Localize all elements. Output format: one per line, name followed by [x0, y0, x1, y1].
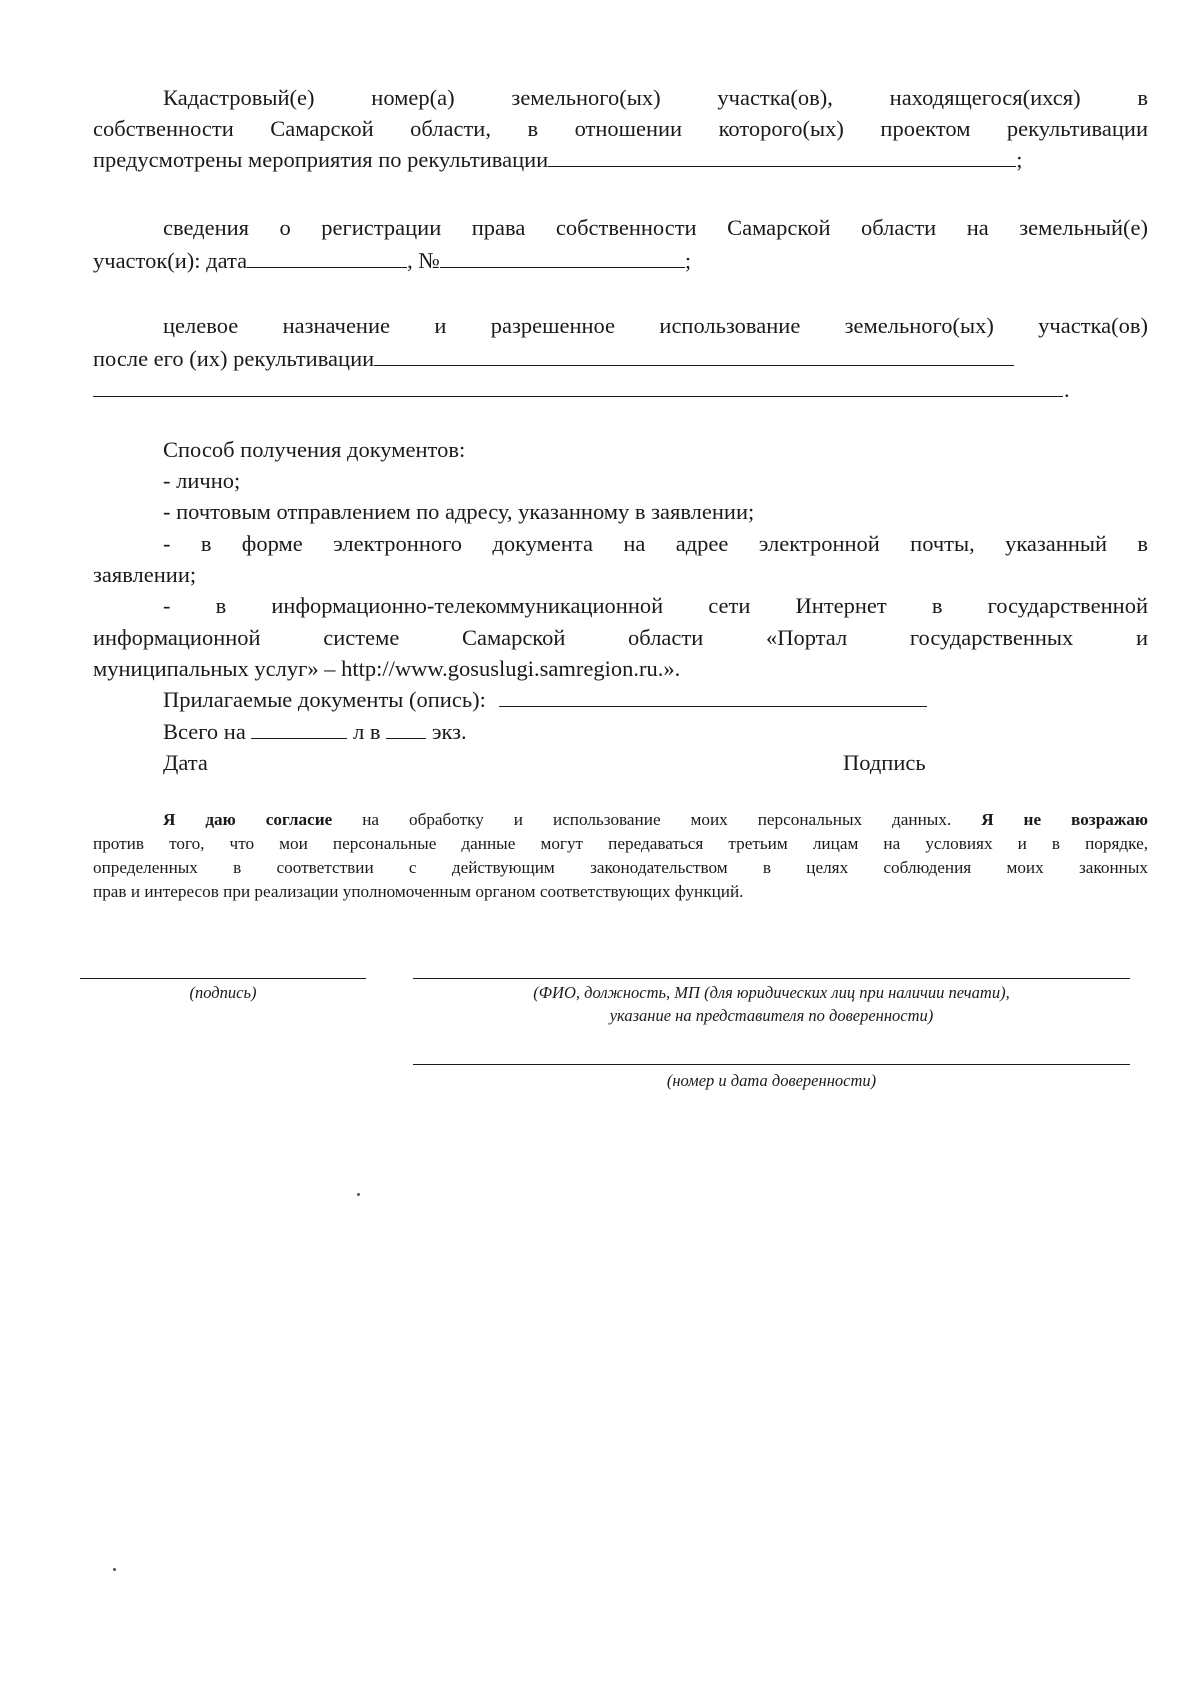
cadastral-number-field[interactable]	[548, 146, 1016, 167]
total-row	[163, 716, 1063, 747]
power-of-attorney-line[interactable]	[413, 1064, 1130, 1065]
power-of-attorney-caption: (номер и дата доверенности)	[666, 1071, 877, 1090]
purpose-line-2-text: после его (их) рекультивации	[93, 346, 375, 371]
consent-paragraph	[93, 808, 1148, 904]
total-copies-field[interactable]	[386, 718, 426, 739]
fio-line[interactable]	[413, 978, 1130, 979]
delivery-item-portal-url: муниципальных услуг» – http://www.gosuslugi.samregion.ru.».	[93, 656, 681, 681]
attachments-label: Прилагаемые документы (опись):	[163, 687, 486, 712]
registration-line-2	[93, 245, 1148, 276]
fio-caption-2: указание на представителя по доверенности)	[609, 1006, 934, 1025]
consent-bold-2: Я не возражаю	[981, 810, 1149, 829]
delivery-item-personal: - лично;	[163, 468, 241, 493]
delivery-title: Способ получения документов:	[163, 437, 466, 462]
registration-number-field[interactable]	[440, 247, 685, 268]
delivery-item-email-cont: заявлении;	[93, 562, 197, 587]
total-suffix: экз.	[431, 719, 467, 744]
total-sheets-field[interactable]	[251, 718, 347, 739]
total-prefix: Всего на	[163, 719, 246, 744]
fio-caption-1: (ФИО, должность, МП (для юридических лиц при наличии печати),	[533, 983, 1010, 1002]
registration-date-label: участок(и): дата	[93, 248, 248, 273]
registration-number-label: , №	[407, 248, 440, 273]
delivery-item-portal-cont: информационной системе Самарской области «Портал государственных и	[93, 625, 1148, 650]
cadastral-line-3-text: предусмотрены мероприятия по рекультивации	[93, 147, 549, 172]
cadastral-line-1: Кадастровый(е) номер(а) земельного(ых) участка(ов), находящегося(ихся) в	[163, 85, 1148, 110]
cadastral-end: ;	[1016, 147, 1023, 172]
scan-speck	[357, 1193, 360, 1196]
registration-date-field[interactable]	[247, 247, 407, 268]
signature-label: Подпись	[843, 750, 926, 775]
registration-line-1: сведения о регистрации права собственности Самарской области на земельный(е)	[163, 215, 1148, 240]
purpose-continuation-line[interactable]	[93, 396, 1063, 397]
purpose-line-1: целевое назначение и разрешенное использование земельного(ых) участка(ов)	[163, 313, 1148, 338]
cadastral-line-2: собственности Самарской области, в отношении которого(ых) проектом рекультивации	[93, 116, 1148, 141]
purpose-end: .	[1064, 377, 1070, 402]
delivery-item-post: - почтовым отправлением по адресу, указанному в заявлении;	[163, 499, 755, 524]
attachments-field[interactable]	[499, 686, 927, 707]
signature-caption: (подпись)	[189, 983, 257, 1002]
scan-speck	[113, 1568, 116, 1571]
purpose-field[interactable]	[374, 345, 1014, 366]
consent-line-4: прав и интересов при реализации уполномоченным органом соответствующих функций.	[93, 882, 744, 901]
delivery-item-email: - в форме электронного документа на адрее электронной почты, указанный в	[163, 531, 1148, 556]
consent-bold-1: Я даю согласие	[163, 810, 333, 829]
purpose-line-2	[93, 343, 1148, 374]
consent-line-2: против того, что мои персональные данные могут передаваться третьим лицам на условиях и в порядке,	[93, 834, 1148, 853]
consent-line-3: определенных в соответствии с действующим законодательством в целях соблюдения моих законных	[93, 858, 1148, 877]
attachments-row	[163, 684, 1063, 715]
total-mid: л в	[353, 719, 381, 744]
signature-line[interactable]	[80, 978, 366, 979]
delivery-item-portal: - в информационно-телекоммуникационной сети Интернет в государственной	[163, 593, 1148, 618]
cadastral-line-3	[93, 144, 1148, 175]
date-label: Дата	[163, 750, 208, 775]
registration-end: ;	[684, 248, 692, 273]
consent-text-1: на обработку и использование моих персональных данных.	[362, 810, 952, 829]
consent-line-1	[93, 808, 1148, 832]
